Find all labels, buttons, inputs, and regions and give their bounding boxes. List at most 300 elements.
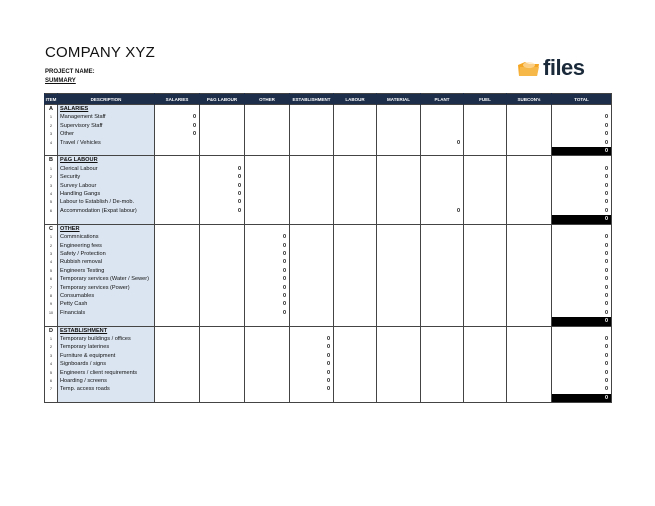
empty-cell[interactable]	[377, 215, 421, 224]
empty-cell[interactable]	[507, 156, 552, 165]
total-cell[interactable]	[552, 326, 612, 335]
empty-cell[interactable]	[245, 215, 290, 224]
total-cell[interactable]	[552, 156, 612, 165]
fuel-cell[interactable]	[464, 233, 507, 241]
est-cell[interactable]	[290, 300, 334, 308]
plant-cell[interactable]	[421, 300, 464, 308]
salaries-cell[interactable]	[155, 300, 200, 308]
salaries-cell[interactable]	[155, 335, 200, 343]
empty-cell[interactable]	[155, 224, 200, 233]
empty-cell[interactable]	[464, 326, 507, 335]
material-cell[interactable]	[377, 352, 421, 360]
material-cell[interactable]	[377, 258, 421, 266]
total-cell[interactable]: 0	[552, 173, 612, 181]
empty-cell[interactable]	[200, 215, 245, 224]
material-cell[interactable]	[377, 250, 421, 258]
other-cell[interactable]	[245, 113, 290, 121]
subcons-cell[interactable]	[507, 300, 552, 308]
fuel-cell[interactable]	[464, 360, 507, 368]
total-cell[interactable]: 0	[552, 309, 612, 317]
salaries-cell[interactable]	[155, 360, 200, 368]
total-cell[interactable]: 0	[552, 385, 612, 393]
est-cell[interactable]: 0	[290, 377, 334, 385]
empty-cell[interactable]	[200, 156, 245, 165]
other-cell[interactable]	[245, 198, 290, 206]
subcons-cell[interactable]	[507, 173, 552, 181]
empty-cell[interactable]	[334, 147, 377, 156]
item-description[interactable]: Rubbish removal	[58, 258, 155, 266]
empty-cell[interactable]	[155, 326, 200, 335]
other-cell[interactable]: 0	[245, 284, 290, 292]
plant-cell[interactable]: 0	[421, 139, 464, 147]
plant-cell[interactable]	[421, 309, 464, 317]
est-cell[interactable]	[290, 173, 334, 181]
subcons-cell[interactable]	[507, 360, 552, 368]
salaries-cell[interactable]	[155, 343, 200, 351]
total-cell[interactable]: 0	[552, 122, 612, 130]
empty-cell[interactable]	[334, 394, 377, 403]
item-description[interactable]: Supervisory Staff	[58, 122, 155, 130]
material-cell[interactable]	[377, 190, 421, 198]
other-cell[interactable]	[245, 139, 290, 147]
total-cell[interactable]: 0	[552, 130, 612, 138]
salaries-cell[interactable]	[155, 139, 200, 147]
empty-cell[interactable]	[507, 326, 552, 335]
fuel-cell[interactable]	[464, 352, 507, 360]
pg-cell[interactable]	[200, 258, 245, 266]
labour-cell[interactable]	[334, 284, 377, 292]
item-description[interactable]: Temp. access roads	[58, 385, 155, 393]
fuel-cell[interactable]	[464, 122, 507, 130]
item-description[interactable]: Engineers / client requirements	[58, 369, 155, 377]
subcons-cell[interactable]	[507, 139, 552, 147]
item-description[interactable]: Engineers Testing	[58, 267, 155, 275]
subcons-cell[interactable]	[507, 292, 552, 300]
material-cell[interactable]	[377, 377, 421, 385]
labour-cell[interactable]	[334, 242, 377, 250]
plant-cell[interactable]	[421, 385, 464, 393]
material-cell[interactable]	[377, 130, 421, 138]
empty-cell[interactable]	[245, 156, 290, 165]
empty-cell[interactable]	[200, 105, 245, 114]
fuel-cell[interactable]	[464, 207, 507, 215]
item-description[interactable]: Financials	[58, 309, 155, 317]
empty-cell[interactable]	[245, 105, 290, 114]
empty-cell[interactable]	[334, 326, 377, 335]
subcons-cell[interactable]	[507, 250, 552, 258]
labour-cell[interactable]	[334, 385, 377, 393]
other-cell[interactable]	[245, 343, 290, 351]
plant-cell[interactable]	[421, 190, 464, 198]
total-cell[interactable]: 0	[552, 292, 612, 300]
material-cell[interactable]	[377, 165, 421, 173]
est-cell[interactable]	[290, 284, 334, 292]
pg-cell[interactable]	[200, 309, 245, 317]
salaries-cell[interactable]	[155, 385, 200, 393]
labour-cell[interactable]	[334, 113, 377, 121]
pg-cell[interactable]	[200, 343, 245, 351]
subcons-cell[interactable]	[507, 198, 552, 206]
material-cell[interactable]	[377, 335, 421, 343]
subcons-cell[interactable]	[507, 377, 552, 385]
salaries-cell[interactable]	[155, 173, 200, 181]
total-cell[interactable]: 0	[552, 258, 612, 266]
plant-cell[interactable]	[421, 233, 464, 241]
empty-cell[interactable]	[464, 224, 507, 233]
empty-cell[interactable]	[507, 215, 552, 224]
plant-cell[interactable]	[421, 198, 464, 206]
plant-cell[interactable]	[421, 369, 464, 377]
pg-cell[interactable]	[200, 113, 245, 121]
est-cell[interactable]	[290, 182, 334, 190]
pg-cell[interactable]	[200, 267, 245, 275]
plant-cell[interactable]	[421, 242, 464, 250]
salaries-cell[interactable]	[155, 275, 200, 283]
empty-cell[interactable]	[377, 317, 421, 326]
material-cell[interactable]	[377, 173, 421, 181]
empty-cell[interactable]	[290, 224, 334, 233]
subcons-cell[interactable]	[507, 385, 552, 393]
empty-cell[interactable]	[377, 105, 421, 114]
empty-cell[interactable]	[334, 224, 377, 233]
est-cell[interactable]	[290, 275, 334, 283]
subcons-cell[interactable]	[507, 130, 552, 138]
est-cell[interactable]	[290, 258, 334, 266]
empty-cell[interactable]	[290, 394, 334, 403]
item-description[interactable]: Survey Labour	[58, 182, 155, 190]
material-cell[interactable]	[377, 113, 421, 121]
other-cell[interactable]: 0	[245, 242, 290, 250]
est-cell[interactable]	[290, 122, 334, 130]
empty-cell[interactable]	[421, 394, 464, 403]
salaries-cell[interactable]	[155, 352, 200, 360]
other-cell[interactable]	[245, 122, 290, 130]
pg-cell[interactable]	[200, 292, 245, 300]
total-cell[interactable]: 0	[552, 198, 612, 206]
subtotal-cell[interactable]: 0	[552, 394, 612, 403]
total-cell[interactable]: 0	[552, 190, 612, 198]
empty-cell[interactable]	[200, 326, 245, 335]
total-cell[interactable]: 0	[552, 343, 612, 351]
labour-cell[interactable]	[334, 377, 377, 385]
other-cell[interactable]: 0	[245, 258, 290, 266]
material-cell[interactable]	[377, 292, 421, 300]
salaries-cell[interactable]	[155, 292, 200, 300]
fuel-cell[interactable]	[464, 242, 507, 250]
other-cell[interactable]	[245, 335, 290, 343]
salaries-cell[interactable]	[155, 198, 200, 206]
labour-cell[interactable]	[334, 275, 377, 283]
empty-cell[interactable]	[155, 147, 200, 156]
empty-cell[interactable]	[421, 224, 464, 233]
total-cell[interactable]: 0	[552, 250, 612, 258]
other-cell[interactable]: 0	[245, 233, 290, 241]
plant-cell[interactable]	[421, 284, 464, 292]
material-cell[interactable]	[377, 360, 421, 368]
salaries-cell[interactable]	[155, 377, 200, 385]
plant-cell[interactable]	[421, 275, 464, 283]
labour-cell[interactable]	[334, 352, 377, 360]
empty-cell[interactable]	[200, 224, 245, 233]
material-cell[interactable]	[377, 233, 421, 241]
total-cell[interactable]: 0	[552, 242, 612, 250]
salaries-cell[interactable]: 0	[155, 130, 200, 138]
empty-cell[interactable]	[155, 394, 200, 403]
fuel-cell[interactable]	[464, 292, 507, 300]
empty-cell[interactable]	[200, 317, 245, 326]
other-cell[interactable]: 0	[245, 300, 290, 308]
labour-cell[interactable]	[334, 292, 377, 300]
pg-cell[interactable]	[200, 352, 245, 360]
fuel-cell[interactable]	[464, 139, 507, 147]
material-cell[interactable]	[377, 122, 421, 130]
labour-cell[interactable]	[334, 258, 377, 266]
fuel-cell[interactable]	[464, 300, 507, 308]
salaries-cell[interactable]	[155, 207, 200, 215]
empty-cell[interactable]	[245, 147, 290, 156]
pg-cell[interactable]	[200, 360, 245, 368]
subcons-cell[interactable]	[507, 335, 552, 343]
est-cell[interactable]	[290, 292, 334, 300]
total-cell[interactable]: 0	[552, 139, 612, 147]
est-cell[interactable]	[290, 309, 334, 317]
empty-cell[interactable]	[334, 156, 377, 165]
other-cell[interactable]	[245, 207, 290, 215]
subcons-cell[interactable]	[507, 267, 552, 275]
empty-cell[interactable]	[377, 326, 421, 335]
labour-cell[interactable]	[334, 198, 377, 206]
fuel-cell[interactable]	[464, 173, 507, 181]
total-cell[interactable]: 0	[552, 165, 612, 173]
item-description[interactable]: Temporary buildings / offices	[58, 335, 155, 343]
empty-cell[interactable]	[155, 215, 200, 224]
other-cell[interactable]: 0	[245, 250, 290, 258]
empty-cell[interactable]	[421, 105, 464, 114]
total-cell[interactable]: 0	[552, 300, 612, 308]
empty-cell[interactable]	[464, 215, 507, 224]
pg-cell[interactable]: 0	[200, 190, 245, 198]
empty-cell[interactable]	[421, 317, 464, 326]
empty-cell[interactable]	[421, 326, 464, 335]
salaries-cell[interactable]	[155, 309, 200, 317]
salaries-cell[interactable]	[155, 190, 200, 198]
est-cell[interactable]	[290, 130, 334, 138]
salaries-cell[interactable]: 0	[155, 113, 200, 121]
subcons-cell[interactable]	[507, 242, 552, 250]
total-cell[interactable]: 0	[552, 360, 612, 368]
fuel-cell[interactable]	[464, 267, 507, 275]
pg-cell[interactable]	[200, 130, 245, 138]
plant-cell[interactable]	[421, 335, 464, 343]
item-description[interactable]: Commnications	[58, 233, 155, 241]
labour-cell[interactable]	[334, 267, 377, 275]
pg-cell[interactable]: 0	[200, 165, 245, 173]
salaries-cell[interactable]	[155, 233, 200, 241]
subcons-cell[interactable]	[507, 190, 552, 198]
material-cell[interactable]	[377, 182, 421, 190]
est-cell[interactable]	[290, 207, 334, 215]
subcons-cell[interactable]	[507, 182, 552, 190]
empty-cell[interactable]	[507, 147, 552, 156]
labour-cell[interactable]	[334, 250, 377, 258]
salaries-cell[interactable]	[155, 182, 200, 190]
fuel-cell[interactable]	[464, 385, 507, 393]
item-description[interactable]: Engineering fees	[58, 242, 155, 250]
plant-cell[interactable]	[421, 292, 464, 300]
empty-cell[interactable]	[290, 215, 334, 224]
empty-cell[interactable]	[290, 326, 334, 335]
empty-cell[interactable]	[155, 105, 200, 114]
salaries-cell[interactable]	[155, 267, 200, 275]
empty-cell[interactable]	[464, 147, 507, 156]
fuel-cell[interactable]	[464, 250, 507, 258]
item-description[interactable]: Clerical Labour	[58, 165, 155, 173]
subcons-cell[interactable]	[507, 122, 552, 130]
subcons-cell[interactable]	[507, 309, 552, 317]
total-cell[interactable]: 0	[552, 267, 612, 275]
empty-cell[interactable]	[334, 105, 377, 114]
item-description[interactable]: Temporary services (Water / Sewer)	[58, 275, 155, 283]
total-cell[interactable]: 0	[552, 207, 612, 215]
pg-cell[interactable]	[200, 242, 245, 250]
total-cell[interactable]: 0	[552, 352, 612, 360]
labour-cell[interactable]	[334, 130, 377, 138]
other-cell[interactable]	[245, 182, 290, 190]
item-description[interactable]: Temporary services (Power)	[58, 284, 155, 292]
labour-cell[interactable]	[334, 343, 377, 351]
other-cell[interactable]	[245, 385, 290, 393]
plant-cell[interactable]	[421, 182, 464, 190]
item-description[interactable]: Consumables	[58, 292, 155, 300]
empty-cell[interactable]	[377, 156, 421, 165]
other-cell[interactable]: 0	[245, 275, 290, 283]
item-description[interactable]: Signboards / signs	[58, 360, 155, 368]
item-description[interactable]: Labour to Establish / De-mob.	[58, 198, 155, 206]
fuel-cell[interactable]	[464, 275, 507, 283]
est-cell[interactable]	[290, 190, 334, 198]
est-cell[interactable]: 0	[290, 352, 334, 360]
item-description[interactable]: Petty Cash	[58, 300, 155, 308]
labour-cell[interactable]	[334, 300, 377, 308]
plant-cell[interactable]	[421, 173, 464, 181]
empty-cell[interactable]	[334, 215, 377, 224]
fuel-cell[interactable]	[464, 369, 507, 377]
empty-cell[interactable]	[507, 394, 552, 403]
subcons-cell[interactable]	[507, 113, 552, 121]
other-cell[interactable]	[245, 173, 290, 181]
item-description[interactable]: Accommodation (Expat labour)	[58, 207, 155, 215]
labour-cell[interactable]	[334, 207, 377, 215]
subcons-cell[interactable]	[507, 275, 552, 283]
subcons-cell[interactable]	[507, 233, 552, 241]
est-cell[interactable]: 0	[290, 369, 334, 377]
empty-cell[interactable]	[290, 147, 334, 156]
plant-cell[interactable]	[421, 113, 464, 121]
pg-cell[interactable]	[200, 385, 245, 393]
subtotal-cell[interactable]: 0	[552, 317, 612, 326]
subcons-cell[interactable]	[507, 352, 552, 360]
labour-cell[interactable]	[334, 360, 377, 368]
other-cell[interactable]	[245, 190, 290, 198]
pg-cell[interactable]	[200, 284, 245, 292]
empty-cell[interactable]	[507, 105, 552, 114]
pg-cell[interactable]: 0	[200, 173, 245, 181]
salaries-cell[interactable]	[155, 165, 200, 173]
empty-cell[interactable]	[245, 317, 290, 326]
empty-cell[interactable]	[200, 147, 245, 156]
subtotal-cell[interactable]: 0	[552, 215, 612, 224]
est-cell[interactable]	[290, 233, 334, 241]
empty-cell[interactable]	[377, 224, 421, 233]
fuel-cell[interactable]	[464, 130, 507, 138]
empty-cell[interactable]	[464, 105, 507, 114]
fuel-cell[interactable]	[464, 284, 507, 292]
item-description[interactable]: Handling Gangs	[58, 190, 155, 198]
material-cell[interactable]	[377, 385, 421, 393]
item-description[interactable]: Travel / Vehicles	[58, 139, 155, 147]
fuel-cell[interactable]	[464, 165, 507, 173]
total-cell[interactable]	[552, 105, 612, 114]
item-description[interactable]: Security	[58, 173, 155, 181]
pg-cell[interactable]	[200, 275, 245, 283]
other-cell[interactable]	[245, 352, 290, 360]
item-description[interactable]: Safety / Protection	[58, 250, 155, 258]
pg-cell[interactable]: 0	[200, 182, 245, 190]
plant-cell[interactable]	[421, 267, 464, 275]
pg-cell[interactable]	[200, 335, 245, 343]
other-cell[interactable]	[245, 165, 290, 173]
pg-cell[interactable]: 0	[200, 198, 245, 206]
subcons-cell[interactable]	[507, 284, 552, 292]
labour-cell[interactable]	[334, 165, 377, 173]
other-cell[interactable]: 0	[245, 267, 290, 275]
labour-cell[interactable]	[334, 182, 377, 190]
est-cell[interactable]	[290, 165, 334, 173]
material-cell[interactable]	[377, 275, 421, 283]
other-cell[interactable]	[245, 377, 290, 385]
empty-cell[interactable]	[421, 215, 464, 224]
est-cell[interactable]	[290, 250, 334, 258]
est-cell[interactable]	[290, 198, 334, 206]
labour-cell[interactable]	[334, 369, 377, 377]
material-cell[interactable]	[377, 198, 421, 206]
empty-cell[interactable]	[245, 394, 290, 403]
total-cell[interactable]: 0	[552, 335, 612, 343]
total-cell[interactable]: 0	[552, 182, 612, 190]
subcons-cell[interactable]	[507, 165, 552, 173]
total-cell[interactable]: 0	[552, 369, 612, 377]
plant-cell[interactable]	[421, 377, 464, 385]
empty-cell[interactable]	[155, 317, 200, 326]
plant-cell[interactable]	[421, 258, 464, 266]
total-cell[interactable]	[552, 224, 612, 233]
salaries-cell[interactable]	[155, 250, 200, 258]
total-cell[interactable]: 0	[552, 377, 612, 385]
fuel-cell[interactable]	[464, 343, 507, 351]
item-description[interactable]: Hoarding / screens	[58, 377, 155, 385]
est-cell[interactable]	[290, 113, 334, 121]
empty-cell[interactable]	[507, 224, 552, 233]
plant-cell[interactable]	[421, 352, 464, 360]
other-cell[interactable]	[245, 360, 290, 368]
other-cell[interactable]: 0	[245, 292, 290, 300]
pg-cell[interactable]	[200, 233, 245, 241]
other-cell[interactable]: 0	[245, 309, 290, 317]
fuel-cell[interactable]	[464, 309, 507, 317]
plant-cell[interactable]	[421, 165, 464, 173]
empty-cell[interactable]	[421, 147, 464, 156]
material-cell[interactable]	[377, 139, 421, 147]
